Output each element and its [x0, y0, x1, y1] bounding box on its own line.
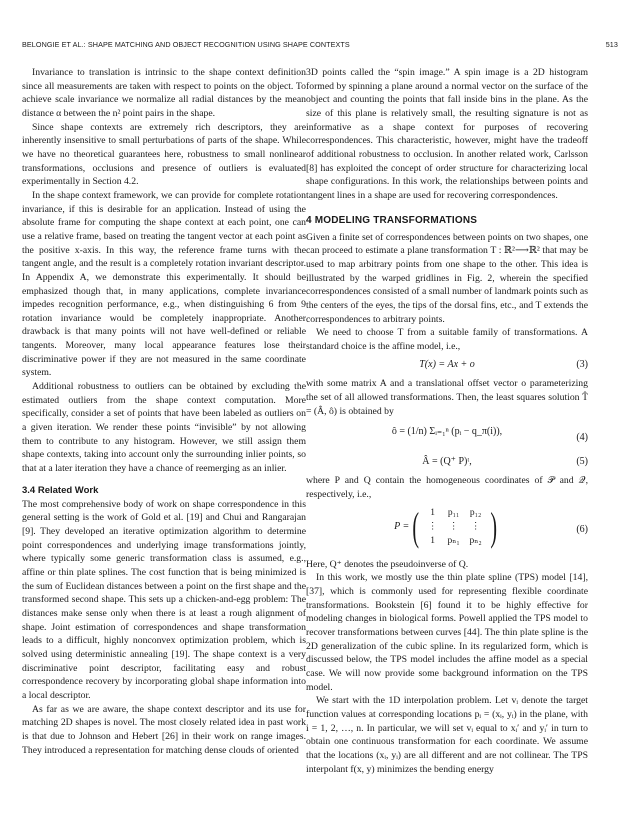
matrix-cell: ⋮: [470, 521, 481, 532]
paragraph: We start with the 1D interpolation problem. Let vᵢ denote the target function values at corresponding locations pᵢ = (xᵢ, yᵢ) in the plane, with i = 1, 2, …, n. In particular, we will set vᵢ equal to xᵢ′ and yᵢ′ in turn to obtain one continuous transformation for each coordinate. We assume that the locations (xᵢ, yᵢ) are all different and are not collinear. The TPS interpolant f(x, y) minimizes the bending energy: [306, 695, 588, 775]
equation-6: [306, 503, 588, 554]
paragraph: As far as we are aware, the shape context descriptor and its use for matching 2D shapes is novel. The most closely related idea in past work is that due to Johnson and Hebert [26] in their work on range images. They introduced a representation for matching dense clouds of oriented: [22, 703, 306, 756]
paragraph: In the shape context framework, we can provide for complete rotation invariance, if this is desirable for an application. Instead of using the absolute frame for computing the shape context at each point, one can use a relative frame, based on treating the tangent vector at each point as the positive x-axis. In this way, the reference frame turns with the tangent angle, and the result is a completely rotation invariant descriptor. In Appendix A, we demonstrate this experimentally. It should be emphasized though that, in many applications, complete invariance impedes recognition performance, e.g., when distinguishing 6 from 9 rotation invariance would be completely inappropriate. Another drawback is that many points will not have well-defined or reliable tangents. Moreover, many local appearance features lose their discriminative power if they are not measured in the same coordinate system.: [22, 189, 306, 379]
equation-body: Â = (Q⁺ P)ᵗ,: [422, 456, 472, 468]
paragraph: Invariance to translation is intrinsic to the shape context definition since all measurements are taken with respect to points on the object. To achieve scale invariance we normalize all radial distances by the mean distance α between the n² point pairs in the shape.: [22, 67, 306, 119]
paragraph: where P and Q contain the homogeneous coordinates of 𝒫 and 𝒬, respectively, i.e.,: [306, 475, 588, 501]
equation-body: ô = (1/n) Σᵢ₌₁ⁿ (pᵢ − q_π(i)),: [391, 426, 503, 438]
right-paren: ): [489, 503, 497, 549]
section-heading-related-work: 3.4 Related Work: [22, 484, 99, 496]
paragraph: The most comprehensive body of work on shape correspondence in this general setting is the work of Gold et al. [19] and Chui and Rangarajan [9]. They developed an iterative optimization algorithm to determine point correspondences and underlying image transformations jointly, where typically some generic transformation class is assumed, e.g., affine or thin plate splines. The cost function that is being minimized is the sum of Euclidean distances between a point on the first shape and the transformed second shape. This sets up a chicken-and-egg problem: The distances make sense only when there is at least a rough alignment of shape. Joint estimation of correspondences and shape transformation leads to a difficult, highly nonconvex optimization problem, which is solved using deterministic annealing [19]. The shape context is a very discriminative point descriptor, facilitating easy and robust correspondence recovery by incorporating global shape information into a local descriptor.: [22, 498, 306, 701]
equation-4: [306, 422, 588, 450]
matrix-cell: pₙ₁: [447, 535, 460, 546]
paragraph: Given a finite set of correspondences between points on two shapes, one can proceed to estimate a plane transformation T : ℝ²⟶ℝ² that may be used to map arbitrary points from one shape to the other. This idea is illustrated by the warped gridlines in Fig. 2, wherein the specified correspondences consisted of a small number of landmark points such as the centers of the eyes, the tips of the dorsal fins, etc., and T extends the correspondences to arbitrary points.: [306, 231, 588, 325]
matrix-grid: [423, 506, 487, 548]
matrix-cell: p₁₂: [469, 507, 482, 518]
equation-number: (4): [576, 432, 588, 444]
paragraph: We need to choose T from a suitable family of transformations. A standard choice is the affine model, i.e.,: [306, 327, 588, 352]
right-column: [306, 66, 588, 776]
matrix-cell: 1: [430, 535, 435, 546]
paragraph: Additional robustness to outliers can be obtained by excluding the estimated outliers from the shape context computation. More specifically, consider a set of points that have been labeled as outliers on a given iteration. We render these points “invisible” by not allowing them to contribute to any histogram. However, we still assign them shape contexts, taking into account only the surrounding inlier points, so that at a later iteration they have a chance of reemerging as an inlier.: [22, 381, 306, 475]
matrix-cell: ⋮: [427, 521, 438, 532]
equation-body: T(x) = Ax + o: [419, 359, 475, 371]
equation-5: [306, 454, 588, 470]
left-paren: (: [412, 503, 420, 549]
matrix-cell: p₁₁: [447, 507, 460, 518]
section-heading-modeling-transformations: 4 MODELING TRANSFORMATIONS: [306, 214, 478, 226]
matrix-cell: 1: [430, 507, 435, 518]
left-column: [22, 66, 306, 757]
matrix-expression: [394, 503, 500, 549]
paragraph: 3D points called the “spin image.” A spin image is a 2D histogram formed by spinning a plane around a normal vector on the surface of the object and counting the points that fall inside bins in the plane. As the size of this plane is relatively small, the resulting signature is not as informative as a shape context for purposes of recovering correspondences. This characteristic, however, might have the tradeoff of additional robustness to occlusion. In another related work, Carlsson [8] has exploited the concept of order structure for characterizing local shape configurations. In this work, the relationships between points and tangent lines in a shape are used for recovering correspondences.: [306, 67, 588, 201]
equation-number: (3): [576, 359, 588, 371]
matrix-lhs: P =: [394, 520, 410, 532]
paragraph: Here, Q⁺ denotes the pseudoinverse of Q.: [306, 558, 469, 570]
paragraph: with some matrix A and a translational offset vector o parameterizing the set of all allowed transformations. Then, the least squares solution T̂ = (Â, ô) is obtained by: [306, 378, 588, 417]
running-title: BELONGIE ET AL.: SHAPE MATCHING AND OBJECT RECOGNITION USING SHAPE CONTEXTS: [22, 40, 350, 49]
paragraph: In this work, we mostly use the thin plate spline (TPS) model [14], [37], which is commonly used for representing flexible coordinate transformations. Bookstein [6] found it to be highly effective for modeling changes in biological forms. Powell applied the TPS model to recover transformations between curves [44]. The thin plate spline is the 2D generalization of the cubic spline. In its regularized form, which is discussed below, the TPS model includes the affine model as a special case. We will now provide some background information on the TPS model.: [306, 572, 588, 693]
equation-number: (5): [576, 456, 588, 468]
equation-number: (6): [576, 523, 588, 535]
matrix-cell: pₙ₂: [469, 535, 482, 546]
paragraph: Since shape contexts are extremely rich descriptors, they are inherently insensitive to small perturbations of parts of the shape. While we have no theoretical guarantees here, robustness to small nonlinear transformations, occlusions and presence of outliers is evaluated experimentally in Section 4.2.: [22, 121, 306, 188]
page-number: 513: [605, 40, 618, 49]
matrix-cell: ⋮: [448, 521, 459, 532]
running-header: [22, 40, 618, 52]
equation-3: [306, 357, 588, 373]
